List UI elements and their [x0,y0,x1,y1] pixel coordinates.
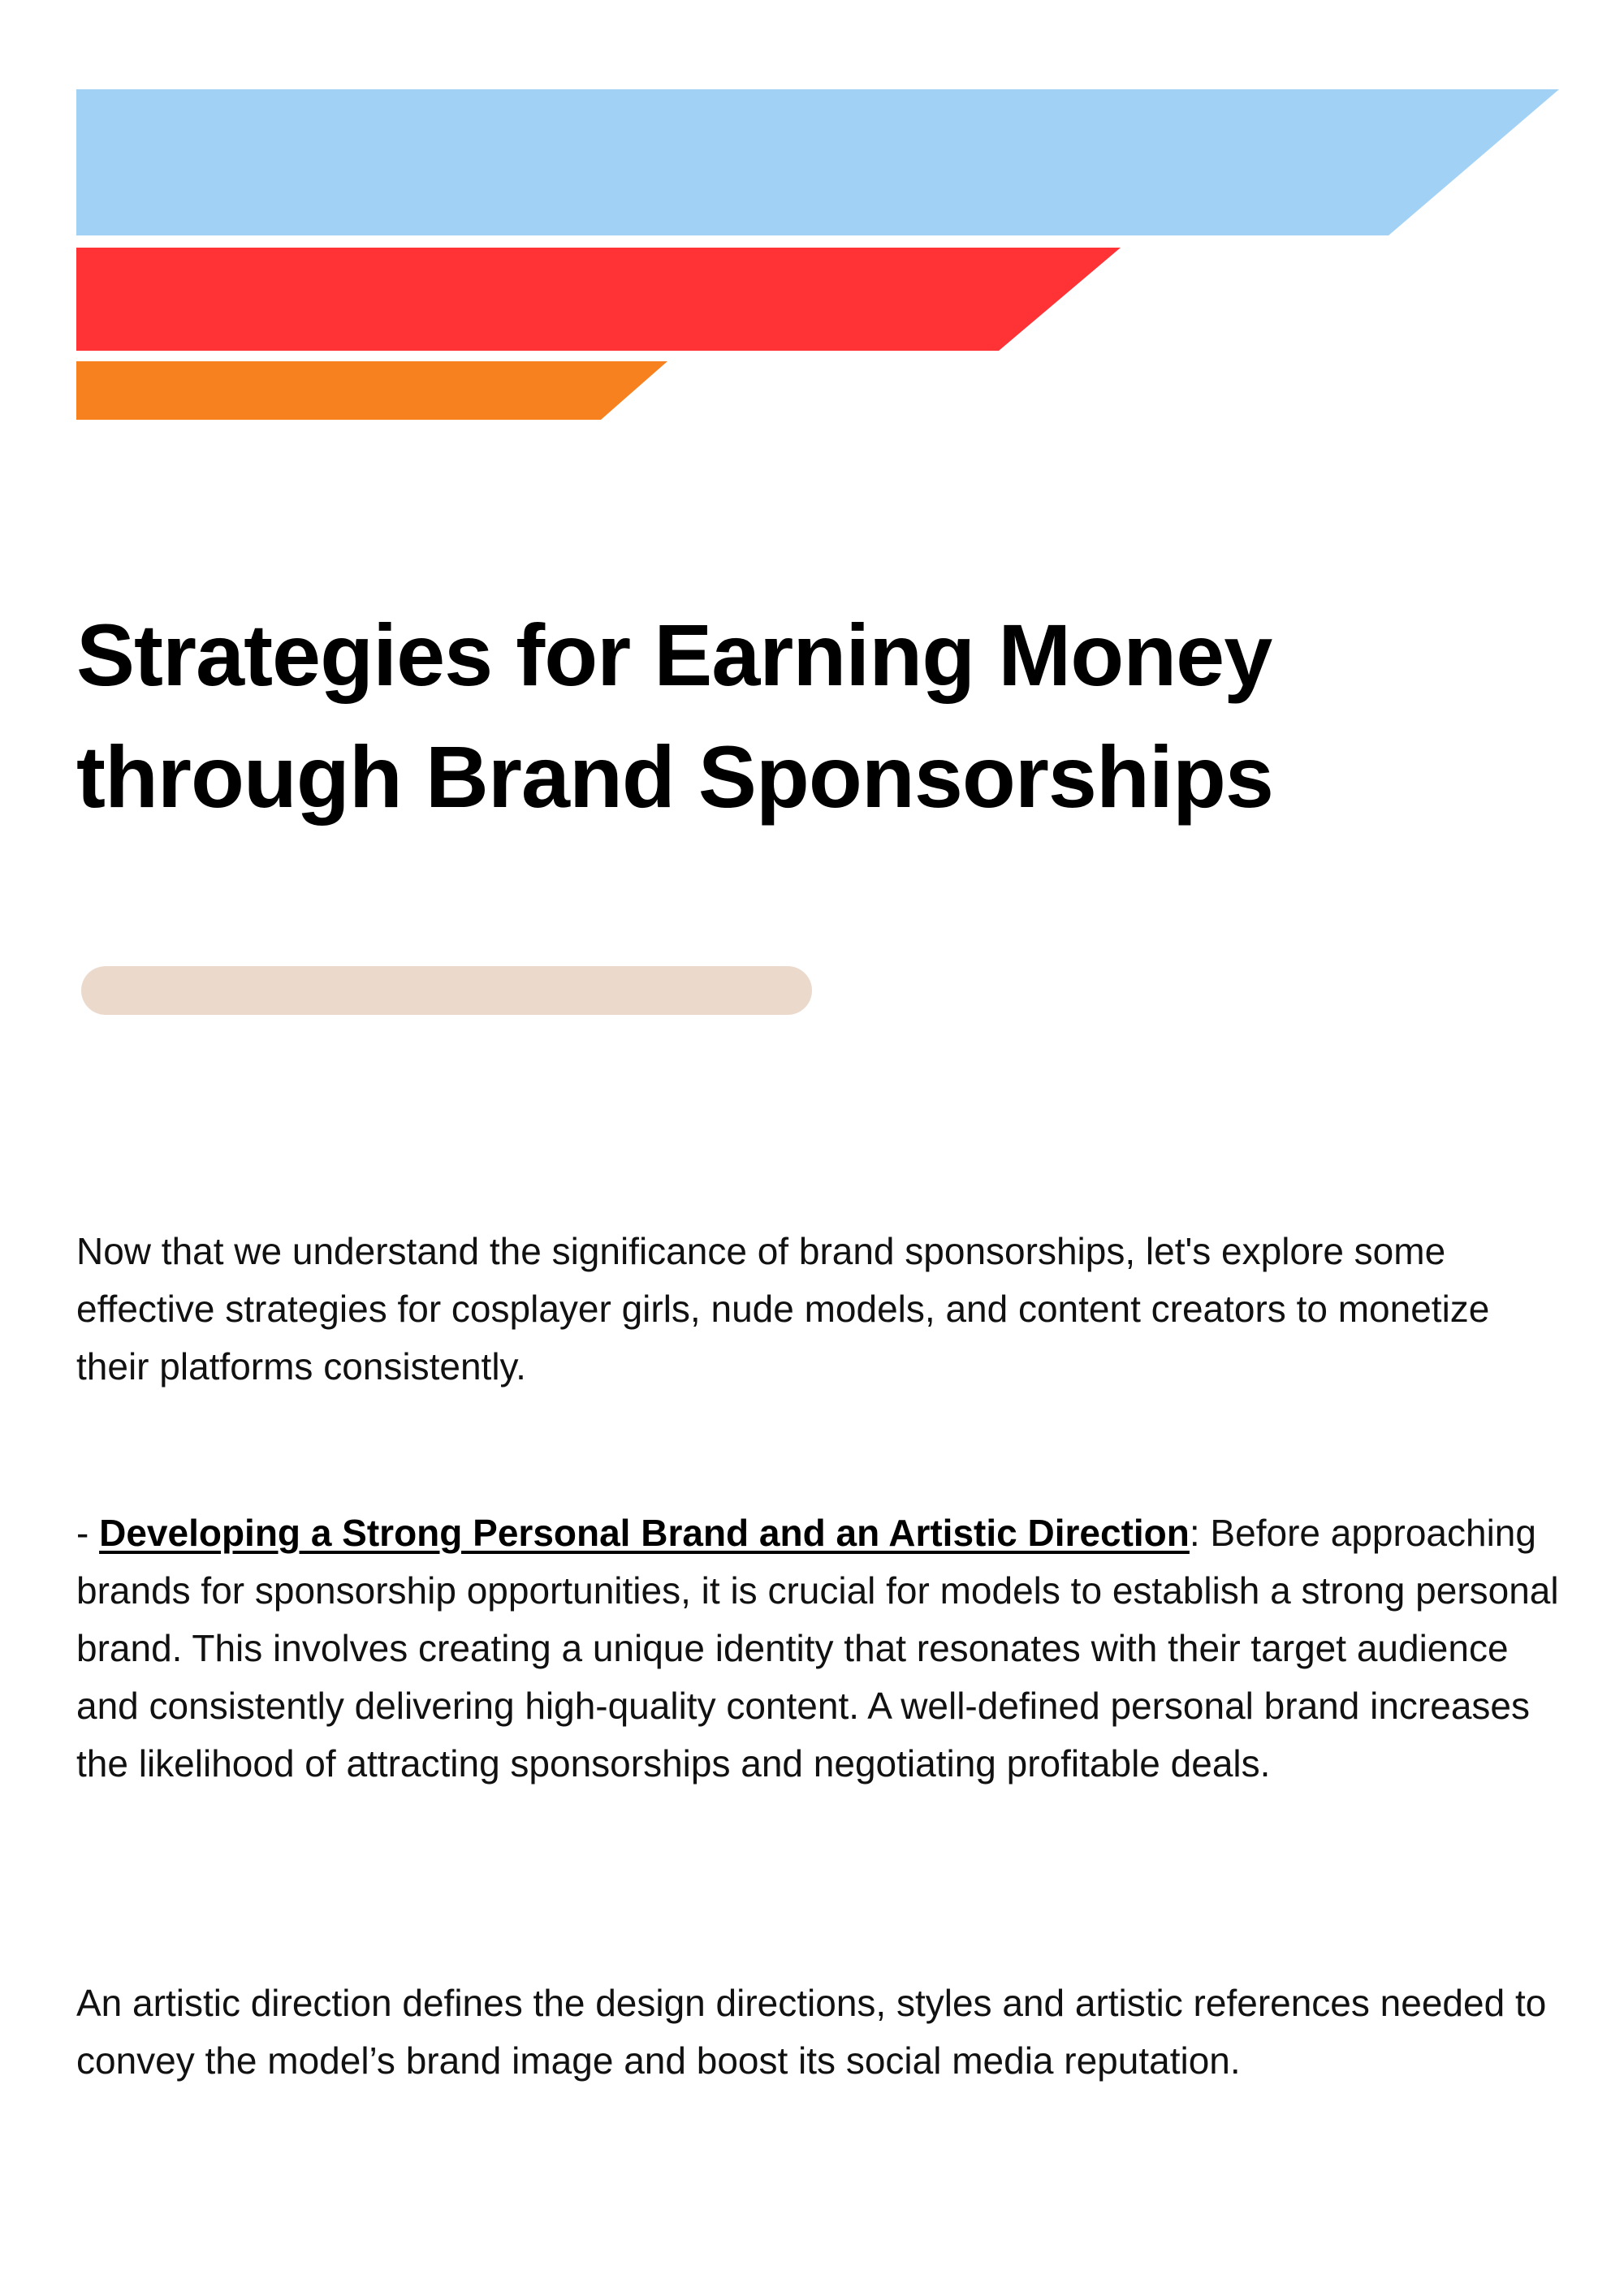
strategy-heading: Developing a Strong Personal Brand and an Artistic Direction [99,1512,1190,1554]
orange-stripe [76,361,667,420]
strategy-paragraph [76,1504,1562,1793]
blue-stripe [76,89,1559,235]
page-title [76,594,1538,838]
red-stripe [76,248,1121,351]
intro-paragraph: Now that we understand the significance of brand sponsorships, let's explore some effective strategies for cosplayer girls, nude models, and content creators to monetize their platforms consistently. [76,1230,1490,1388]
decorative-stripes [0,0,1624,455]
divider-pill [81,966,812,1015]
closing-paragraph: An artistic direction defines the design directions, styles and artistic references needed to convey the model’s brand image and boost its social media reputation. [76,1982,1547,2082]
bullet-prefix: - [76,1512,100,1554]
page-title-line-1: Strategies for Earning Money [76,606,1272,704]
strategy-heading-colon: : [1189,1512,1200,1554]
strategy-body: Before approaching brands for sponsorship opportunities, it is crucial for models to establish a strong personal brand. This involves creating a unique identity that resonates with their target audience and consistently delivering high-quality content. A well-defined personal brand increases the likelihood of attracting sponsorships and negotiating profitable deals. [76,1512,1559,1785]
page-title-line-2: through Brand Sponsorships [76,727,1273,826]
